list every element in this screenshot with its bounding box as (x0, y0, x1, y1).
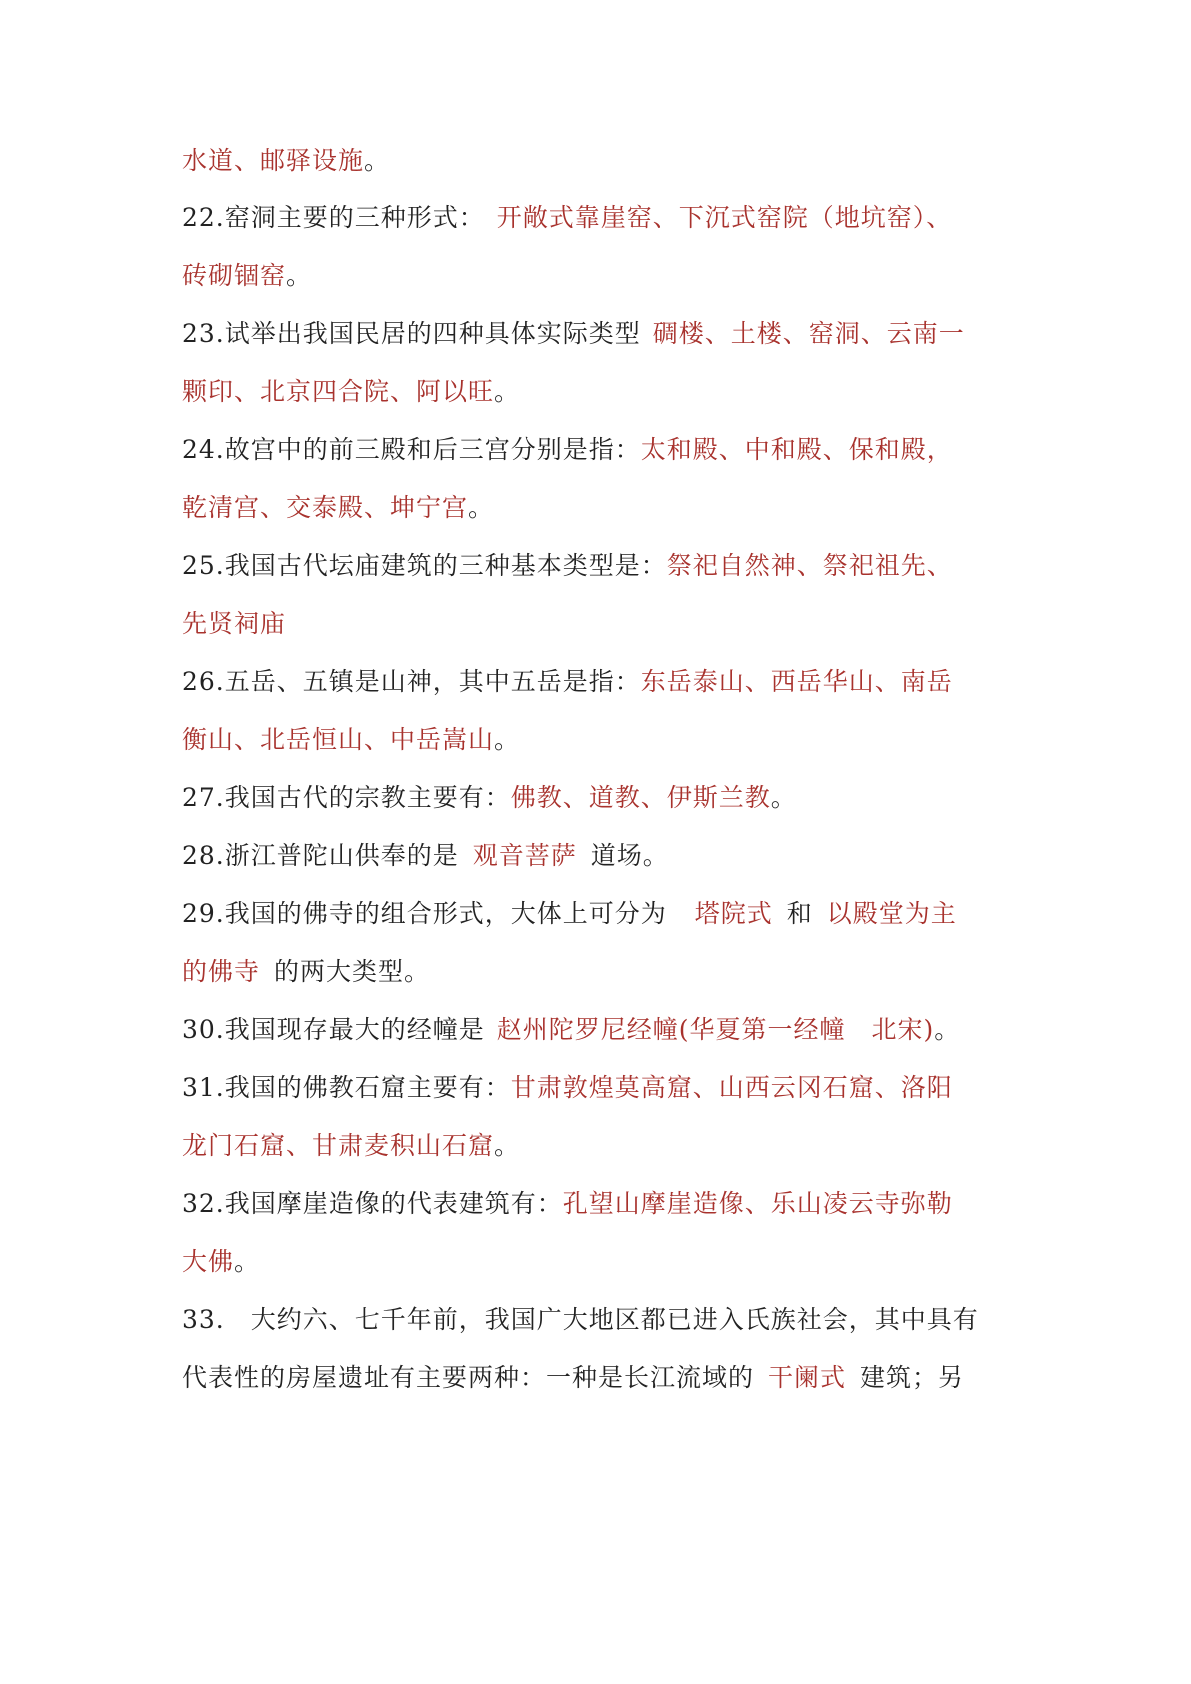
question-prompt: 31.我国的佛教石窟主要有： (182, 1073, 511, 1102)
question-prompt: 30.我国现存最大的经幢是 (182, 1015, 485, 1044)
text-line-5 (182, 375, 1022, 409)
question-32 (182, 1187, 1022, 1221)
question-30 (182, 1013, 1022, 1047)
answer-text: 乾清宫、交泰殿、坤宁宫 (182, 493, 469, 522)
line-suffix: 。 (364, 146, 391, 175)
answer-text: 孔望山摩崖造像、乐山凌云寺弥勒 (562, 1189, 953, 1218)
answer-text: 颗印、北京四合院、阿以旺 (182, 377, 495, 406)
question-25 (182, 549, 1022, 583)
question-prompt: 24.故宫中的前三殿和后三宫分别是指： (182, 435, 641, 464)
line-suffix: 。 (494, 1131, 521, 1160)
line-suffix: 。 (494, 377, 521, 406)
text-line-7 (182, 491, 1022, 525)
question-prompt: 28.浙江普陀山供奉的是 (182, 841, 459, 870)
line-suffix: 。 (494, 725, 521, 754)
answer-text-2: 以殿堂为主 (826, 899, 957, 928)
line-suffix: 。 (934, 1015, 961, 1044)
line-suffix: 的两大类型。 (274, 957, 431, 986)
line-suffix: 。 (286, 261, 313, 290)
answer-text: 先贤祠庙 (182, 609, 287, 638)
text-line-11 (182, 723, 1022, 757)
question-prompt: 代表性的房屋遗址有主要两种：一种是长江流域的 (182, 1363, 755, 1392)
question-22 (182, 201, 1022, 235)
answer-text: 祭祀自然神、祭祀祖先、 (666, 551, 953, 580)
answer-text: 赵州陀罗尼经幢(华夏第一经幢 北宋) (496, 1015, 935, 1044)
question-28 (182, 839, 1022, 873)
answer-text: 观音菩萨 (472, 841, 577, 870)
answer-text: 水道、邮驿设施 (182, 146, 365, 175)
question-prompt: 22.窑洞主要的三种形式： (182, 203, 485, 232)
conjunction-text: 和 (786, 899, 813, 928)
question-27 (182, 781, 1022, 815)
question-33 (182, 1303, 1022, 1337)
answer-text: 大佛 (182, 1247, 235, 1276)
answer-text: 开敞式靠崖窑、下沉式窑院（地坑窑）、 (496, 203, 953, 232)
question-prompt: 25.我国古代坛庙建筑的三种基本类型是： (182, 551, 667, 580)
answer-text: 龙门石窟、甘肃麦积山石窟 (182, 1131, 495, 1160)
line-suffix: 。 (770, 783, 797, 812)
answer-text: 的佛寺 (182, 957, 261, 986)
text-line-3 (182, 259, 1022, 293)
text-line-9 (182, 607, 1022, 641)
answer-text: 东岳泰山、西岳华山、南岳 (640, 667, 953, 696)
text-line-15 (182, 955, 1022, 989)
answer-text: 佛教、道教、伊斯兰教 (510, 783, 771, 812)
question-prompt: 33. 大约六、七千年前，我国广大地区都已进入氏族社会，其中具有 (182, 1305, 979, 1334)
question-prompt: 26.五岳、五镇是山神，其中五岳是指： (182, 667, 641, 696)
question-prompt: 23.试举出我国民居的四种具体实际类型 (182, 319, 641, 348)
text-line-20 (182, 1245, 1022, 1279)
answer-text: 甘肃敦煌莫高窟、山西云冈石窟、洛阳 (510, 1073, 953, 1102)
question-prompt: 32.我国摩崖造像的代表建筑有： (182, 1189, 563, 1218)
question-26 (182, 665, 1022, 699)
answer-text: 干阑式 (768, 1363, 847, 1392)
line-suffix: 。 (468, 493, 495, 522)
answer-text: 碉楼、土楼、窑洞、云南一 (652, 319, 965, 348)
text-line-1 (182, 144, 1022, 178)
question-23 (182, 317, 1022, 351)
question-prompt: 27.我国古代的宗教主要有： (182, 783, 511, 812)
line-suffix: 建筑；另 (860, 1363, 965, 1392)
question-31 (182, 1071, 1022, 1105)
answer-text: 砖砌锢窑 (182, 261, 287, 290)
text-line-22 (182, 1361, 1022, 1395)
text-line-18 (182, 1129, 1022, 1163)
line-suffix: 。 (234, 1247, 261, 1276)
answer-text: 太和殿、中和殿、保和殿， (640, 435, 953, 464)
question-24 (182, 433, 1022, 467)
question-29 (182, 897, 1022, 931)
answer-text: 衡山、北岳恒山、中岳嵩山 (182, 725, 495, 754)
line-suffix: 道场。 (590, 841, 669, 870)
answer-text: 塔院式 (694, 899, 773, 928)
question-prompt: 29.我国的佛寺的组合形式，大体上可分为 (182, 899, 667, 928)
